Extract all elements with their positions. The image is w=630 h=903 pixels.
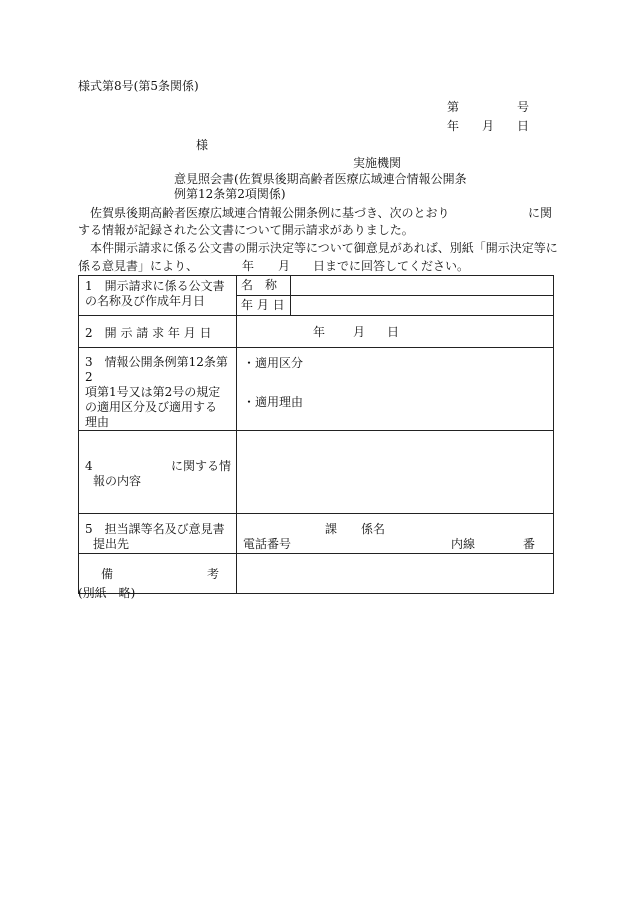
row1-name-label: 名 称 [237, 276, 291, 296]
row6-value[interactable] [237, 554, 554, 594]
row6-label-left: 備 [101, 567, 114, 581]
footer-note: (別紙 略) [78, 586, 136, 600]
body-para2-line1: 本件開示請求に係る公文書の開示決定等について御意見があれば、別紙「開示決定等に [90, 241, 558, 255]
body-para1-line1: 佐賀県後期高齢者医療広域連合情報公開条例に基づき、次のとおり [90, 206, 450, 220]
row3-applicable-reason: ・適用理由 [243, 395, 304, 409]
issuer: 実施機関 [353, 156, 402, 170]
row6-label-right: 考 [207, 567, 220, 581]
date-day: 日 [517, 119, 530, 133]
row5-kakari-name: 係名 [361, 522, 386, 536]
request-details-table [78, 275, 554, 594]
row3-label-line2: 項第1号又は第2号の規定 [85, 385, 221, 399]
row2-label [79, 316, 237, 348]
row2-year: 年 [313, 325, 326, 339]
date-year: 年 [447, 119, 460, 133]
row1-label [79, 276, 237, 316]
row5-label-line2: 提出先 [93, 537, 130, 551]
row5-label-line1: 5 担当課等名及び意見書 [85, 522, 225, 536]
body-para1-line2: する情報が記録された公文書について開示請求がありました。 [78, 223, 414, 237]
body-para2-year: 年 [242, 259, 255, 273]
row1-date-label: 年 月 日 [237, 296, 291, 316]
row1-name-value[interactable] [291, 276, 554, 296]
addressee-suffix: 様 [196, 138, 209, 152]
row5-value[interactable] [237, 514, 554, 554]
body-para2-line2: 係る意見書」により、 [78, 259, 199, 273]
row1-label-line1: 1 開示請求に係る公文書 [85, 279, 225, 293]
row5-extension-label: 内線 [451, 537, 476, 551]
row1-date-value[interactable] [291, 296, 554, 316]
body-para2-end: 日までに回答してください。 [313, 259, 470, 273]
row4-label [79, 431, 237, 514]
row1-label-line2: の名称及び作成年月日 [85, 294, 206, 308]
document-title-line2: 例第12条第2項関係) [174, 187, 286, 201]
row4-label-line1-end: に関する情 [171, 459, 232, 473]
row4-label-line2: 報の内容 [93, 474, 142, 488]
row2-label-text: 2 開 示 請 求 年 月 日 [85, 325, 212, 340]
doc-number-prefix: 第 [447, 100, 460, 114]
row4-label-number: 4 [85, 459, 93, 473]
row2-day: 日 [387, 325, 400, 339]
row4-value[interactable] [237, 431, 554, 514]
row3-value[interactable] [237, 348, 554, 431]
document-title-line1: 意見照会書(佐賀県後期高齢者医療広域連合情報公開条 [174, 172, 467, 186]
date-month: 月 [482, 119, 495, 133]
row5-phone-label: 電話番号 [243, 537, 292, 551]
row5-ka: 課 [325, 522, 338, 536]
row3-label-line1: 3 情報公開条例第12条第2 [85, 355, 228, 384]
row2-month: 月 [353, 325, 366, 339]
body-para2-month: 月 [278, 259, 291, 273]
form-id: 様式第8号(第5条関係) [78, 79, 199, 93]
row3-applicable-category: ・適用区分 [243, 356, 304, 370]
body-para1-line1-end: に関 [528, 206, 553, 220]
doc-number-suffix: 号 [517, 100, 530, 114]
row3-label-line4: 理由 [85, 415, 110, 429]
row5-label [79, 514, 237, 554]
row3-label-line3: の適用区分及び適用する [85, 400, 218, 414]
row3-label [79, 348, 237, 431]
row2-value[interactable] [237, 316, 554, 348]
row5-extension-suffix: 番 [523, 537, 536, 551]
